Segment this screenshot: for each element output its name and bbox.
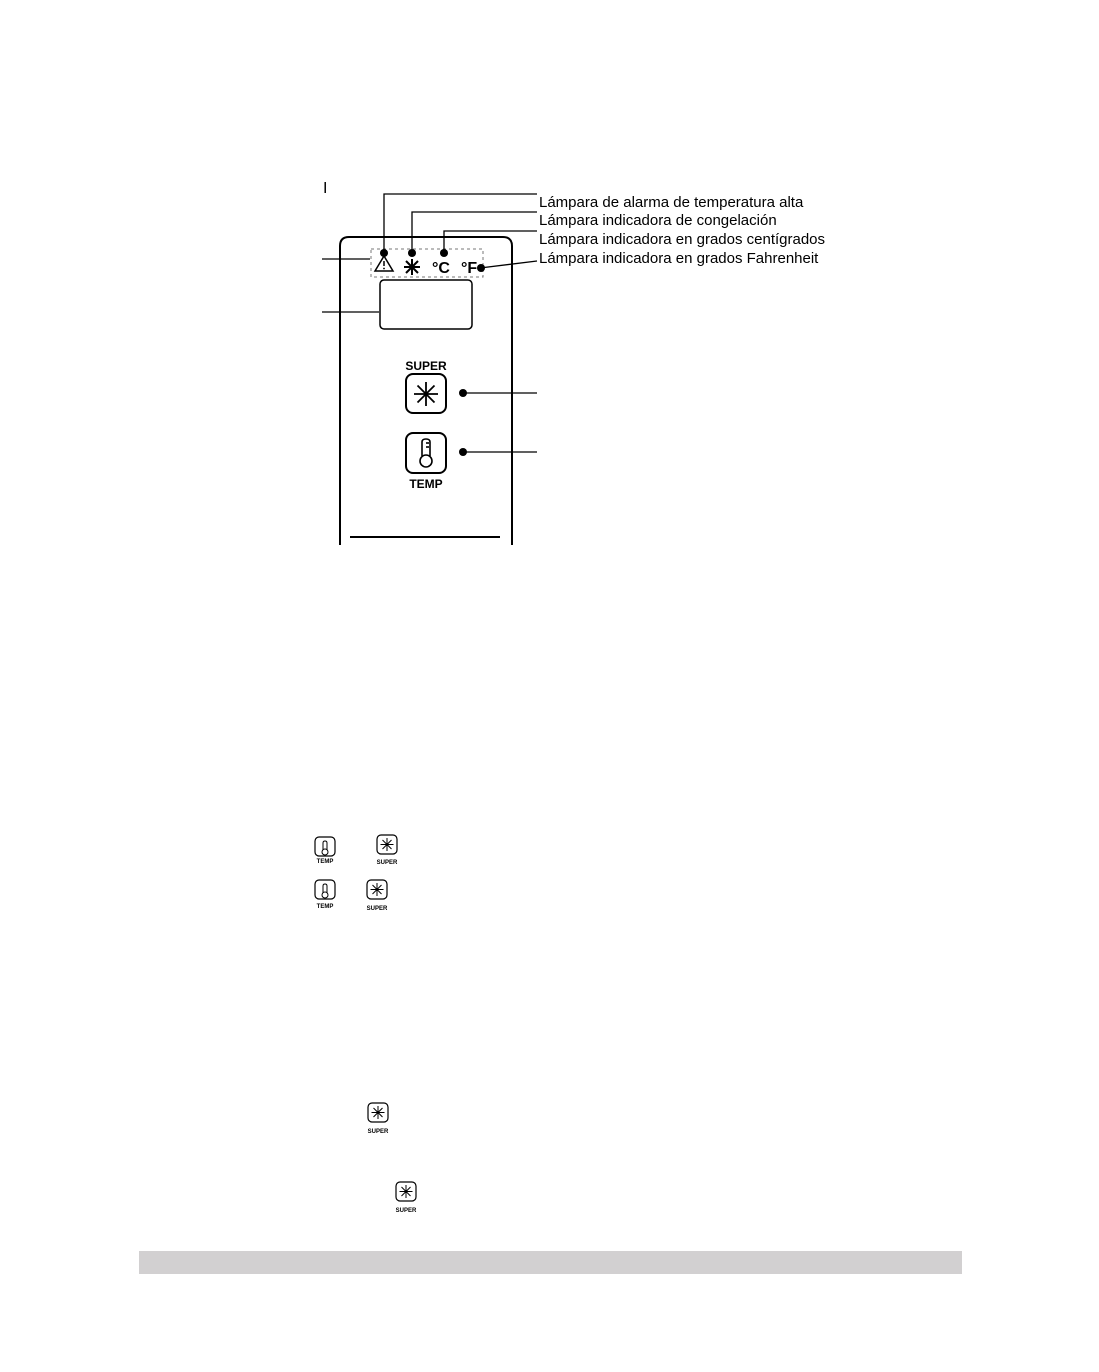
- fahrenheit-label: °F: [461, 260, 478, 277]
- svg-text:SUPER: SUPER: [395, 1208, 417, 1214]
- svg-text:SUPER: SUPER: [366, 906, 388, 912]
- inline-super-icon-4: [396, 1182, 417, 1214]
- thermometer-icon: [420, 439, 432, 467]
- footer-bar: [139, 1251, 962, 1274]
- snowflake-icon: [404, 259, 420, 275]
- section-marker: I: [323, 180, 328, 197]
- callout-fahrenheit-indicator: Lámpara indicadora en grados Fahrenheit: [539, 250, 819, 267]
- inline-super-icon-1: [377, 835, 398, 866]
- callout-celsius-indicator: Lámpara indicadora en grados centígrados: [539, 231, 826, 248]
- svg-text:TEMP: TEMP: [316, 859, 334, 865]
- svg-text:SUPER: SUPER: [367, 1129, 389, 1135]
- inline-super-icon-3: [368, 1103, 389, 1135]
- svg-text:TEMP: TEMP: [316, 904, 334, 910]
- celsius-label: °C: [432, 260, 450, 277]
- svg-text:SUPER: SUPER: [376, 860, 398, 866]
- warning-icon: [375, 256, 393, 271]
- temp-button[interactable]: [406, 433, 446, 473]
- inline-temp-icon-2: [315, 880, 335, 910]
- callout-freeze-indicator: Lámpara indicadora de congelación: [539, 212, 777, 229]
- inline-temp-icon-1: [315, 837, 335, 865]
- inline-super-icon-2: [367, 880, 388, 912]
- callout-high-temp-alarm: Lámpara de alarma de temperatura alta: [539, 194, 804, 211]
- super-button[interactable]: [406, 374, 446, 413]
- super-snowflake-icon: [414, 382, 438, 406]
- temp-button-label: TEMP: [409, 477, 443, 491]
- super-button-label: SUPER: [405, 359, 447, 373]
